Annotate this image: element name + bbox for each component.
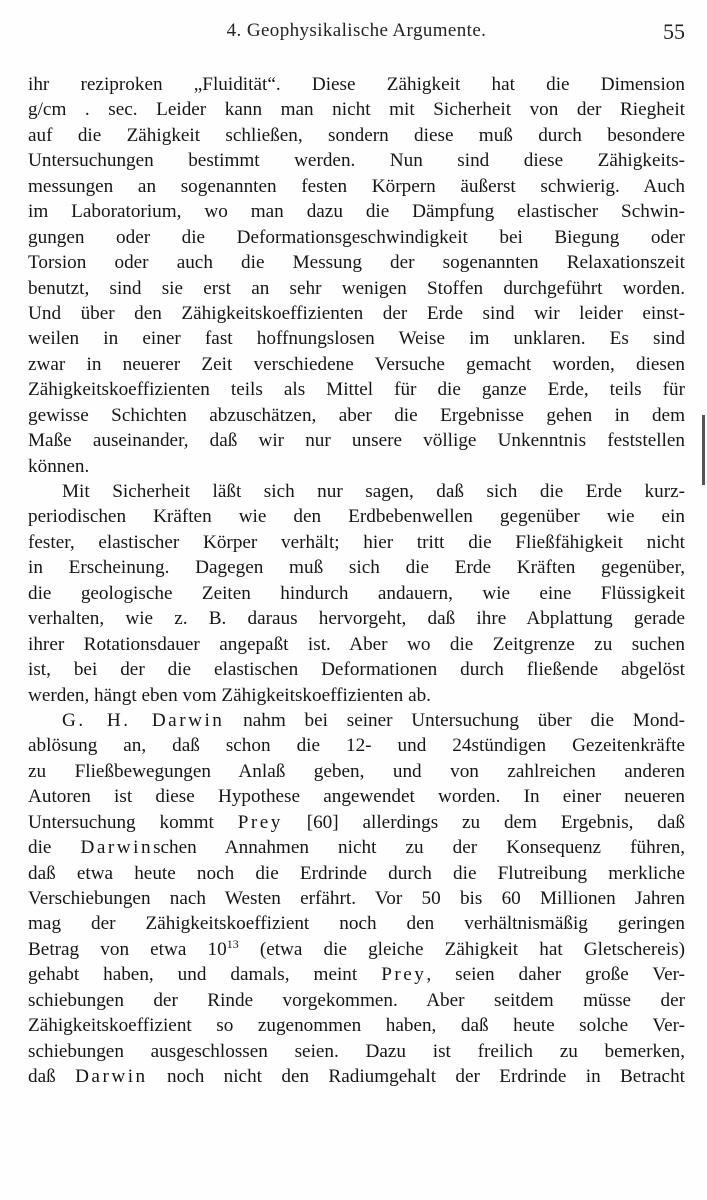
text-line: messungen an sogenannten festen Körpern äußerst schwierig. Auch: [28, 175, 685, 197]
text-line: zu Fließbewegungen Anlaß geben, und von zahlreichen anderen: [28, 760, 685, 782]
text-line: die Darwinschen Annahmen nicht zu der Konsequenz führen,: [28, 837, 686, 859]
text-line: daß Darwin noch nicht den Radiumgehalt der Erdrinde in Betracht: [28, 1066, 686, 1088]
text-line: ist, bei der die elastischen Deformationen durch fließende abgelöst: [28, 659, 685, 681]
text-line: im Laboratorium, wo man dazu die Dämpfung elastischer Schwin-: [28, 201, 685, 223]
text-line: schiebungen ausgeschlossen seien. Dazu ist freilich zu bemerken,: [28, 1040, 685, 1062]
author-name: G. H. Darwin: [62, 709, 225, 731]
author-name: Prey: [237, 811, 283, 833]
text-line: Torsion oder auch die Messung der sogenannten Relaxationszeit: [28, 252, 685, 274]
text-line: Zähigkeitskoeffizient so zugenommen haben, daß heute solche Ver-: [28, 1015, 685, 1037]
text-line: ablösung an, daß schon die 12- und 24stündigen Gezeitenkräfte: [28, 735, 685, 757]
text-line: zwar in neuerer Zeit verschiedene Versuche gemacht worden, diesen: [28, 353, 685, 375]
author-name: Darwin: [80, 837, 154, 859]
text-line: Verschiebungen nach Westen erfährt. Vor 50 bis 60 Millionen Jahren: [28, 888, 685, 909]
page-number: 55: [663, 19, 685, 44]
text-line: weilen in einer fast hoffnungslosen Weise im unklaren. Es sind: [28, 328, 685, 350]
text-line: auf die Zähigkeit schließen, sondern diese muß durch besondere: [28, 124, 685, 146]
text-line: benutzt, sind sie erst an sehr wenigen Stoffen durchgeführt worden.: [28, 277, 685, 299]
text-line: Betrag von etwa $10^{13}$ (etwa die gleiche Zähigkeit hat Gletschereis): [28, 936, 686, 960]
text-line: Mit Sicherheit läßt sich nur sagen, daß sich die Erde kurz-: [62, 481, 685, 502]
exponent: 13: [226, 936, 239, 951]
text-line: Maße auseinander, daß wir nur unsere völlige Unkenntnis feststellen: [28, 430, 685, 452]
text-line: Untersuchung kommt Prey [60] allerdings zu dem Ergebnis, daß: [28, 811, 686, 833]
text-line: die geologische Zeiten hindurch andauern, wie eine Flüssigkeit: [28, 582, 685, 604]
text-line: daß etwa heute noch die Erdrinde durch die Flutreibung merkliche: [28, 862, 685, 884]
text-line: g/cm . sec. Leider kann man nicht mit Sicherheit von der Riegheit: [28, 99, 685, 121]
text-line: gewisse Schichten abzuschätzen, aber die Ergebnisse gehen in dem: [28, 404, 685, 426]
text-line: schiebungen der Rinde vorgekommen. Aber seitdem müsse der: [28, 989, 685, 1011]
text-line: Und über den Zähigkeitskoeffizienten der Erde sind wir leider einst-: [28, 302, 685, 324]
running-head: 4. Geophysikalische Argumente.: [226, 20, 487, 41]
text-line: fester, elastischer Körper verhält; hier tritt die Fließfähigkeit nicht: [28, 531, 685, 553]
text-line: periodischen Kräften wie den Erdbebenwellen gegenüber wie ein: [28, 506, 685, 528]
text-line: ihr reziproken „Fluidität“. Diese Zähigkeit hat die Dimension: [28, 74, 685, 95]
text-line: in Erscheinung. Dagegen muß sich die Erde Kräften gegenüber,: [28, 557, 685, 579]
text-line: Zähigkeitskoeffizienten teils als Mittel für die ganze Erde, teils für: [28, 379, 685, 401]
author-name: Darwin: [75, 1066, 148, 1088]
text-line: verhalten, wie z. B. daraus hervorgeht, daß ihre Abplattung gerade: [28, 608, 685, 630]
text-line: Untersuchungen bestimmt werden. Nun sind diese Zähigkeits-: [28, 150, 685, 172]
page-header: [28, 20, 685, 54]
text-line: G. H. Darwin nahm bei seiner Untersuchung über die Mond-: [62, 709, 685, 731]
text-line: gehabt haben, und damals, meint Prey, seien daher große Ver-: [28, 964, 686, 986]
scan-edge-mark: [702, 415, 705, 485]
text-line: mag der Zähigkeitskoeffizient noch den verhältnismäßig geringen: [28, 913, 685, 935]
text-line: ihrer Rotationsdauer angepaßt ist. Aber wo die Zeitgrenze zu suchen: [28, 633, 685, 655]
text-line: können.: [28, 455, 90, 477]
text-line: Autoren ist diese Hypothese angewendet worden. In einer neueren: [28, 786, 685, 808]
author-name: Prey: [381, 964, 427, 986]
text-line: gungen oder die Deformationsgeschwindigkeit bei Biegung oder: [28, 226, 685, 248]
text-line: werden, hängt eben vom Zähigkeitskoeffizienten ab.: [28, 684, 431, 706]
body-text: [28, 72, 685, 1090]
